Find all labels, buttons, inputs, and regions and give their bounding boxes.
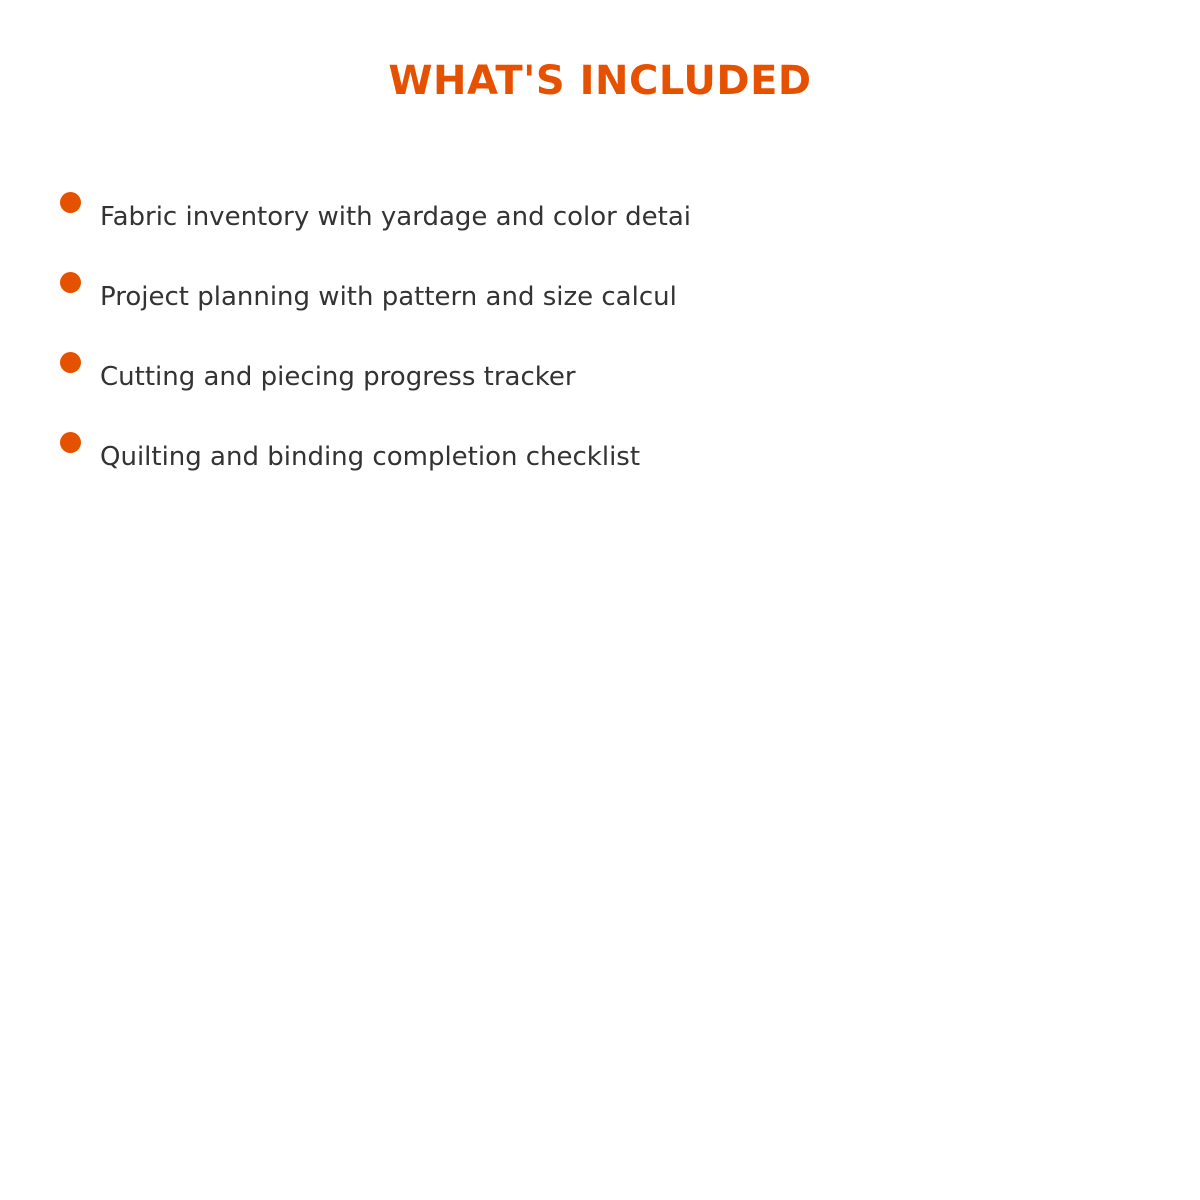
bullet-icon bbox=[60, 192, 81, 213]
list-item bbox=[60, 352, 1140, 412]
bullet-icon bbox=[60, 272, 81, 293]
feature-text: Quilting and binding completion checklist bbox=[100, 442, 641, 472]
list-item bbox=[60, 192, 1140, 252]
feature-text: Fabric inventory with yardage and color detai bbox=[100, 202, 691, 232]
list-item bbox=[60, 272, 1140, 332]
bullet-icon bbox=[60, 352, 81, 373]
feature-text: Cutting and piecing progress tracker bbox=[100, 362, 576, 392]
feature-text: Project planning with pattern and size calcul bbox=[100, 282, 677, 312]
list-item bbox=[60, 432, 1140, 492]
page-title: WHAT'S INCLUDED bbox=[388, 58, 812, 104]
bullet-icon bbox=[60, 432, 81, 453]
